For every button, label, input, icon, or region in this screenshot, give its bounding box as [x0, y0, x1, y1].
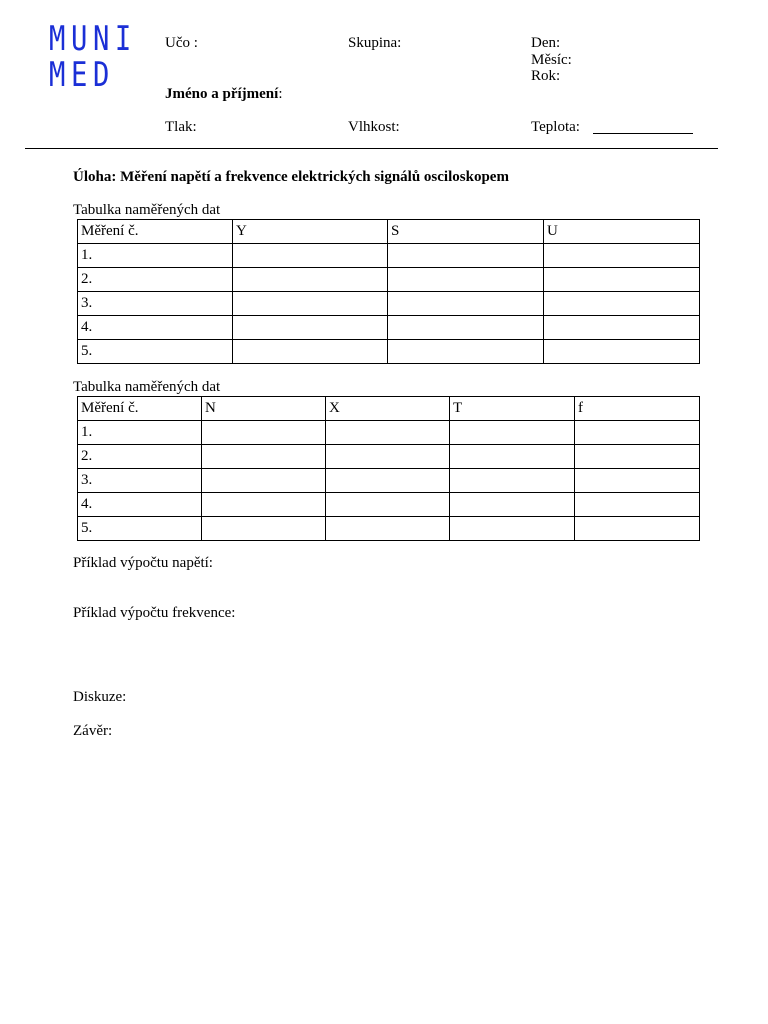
- table-cell: [388, 268, 544, 292]
- table-header-row: [78, 397, 700, 421]
- table-cell: [202, 517, 326, 541]
- row-number: 4.: [78, 316, 233, 340]
- priklad-napeti-label: Příklad výpočtu napětí:: [73, 555, 213, 571]
- measurement-table-1: [77, 219, 700, 364]
- table-row: [78, 445, 700, 469]
- table-cell: [575, 469, 700, 493]
- table-cell: [202, 445, 326, 469]
- row-number: 1.: [78, 244, 233, 268]
- table-cell: [450, 445, 575, 469]
- jmeno-field: [165, 86, 283, 103]
- table-row: [78, 340, 700, 364]
- table-row: [78, 469, 700, 493]
- teplota-label: Teplota:: [531, 119, 580, 135]
- row-number: 5.: [78, 517, 202, 541]
- table-cell: [326, 421, 450, 445]
- table-cell: [233, 244, 388, 268]
- den-label: Den:: [531, 35, 561, 51]
- uco-label: Učo :: [165, 35, 198, 51]
- table-cell: [575, 517, 700, 541]
- row-number: 2.: [78, 268, 233, 292]
- table-cell: [233, 268, 388, 292]
- table-cell: [326, 517, 450, 541]
- header-separator: [25, 148, 718, 149]
- mesic-label: Měsíc:: [531, 52, 572, 68]
- table-cell: [388, 244, 544, 268]
- table-row: [78, 421, 700, 445]
- table-cell: [544, 244, 700, 268]
- table-cell: [326, 445, 450, 469]
- zaver-label: Závěr:: [73, 723, 113, 739]
- table-row: [78, 517, 700, 541]
- rok-label: Rok:: [531, 68, 561, 84]
- skupina-label: Skupina:: [348, 35, 402, 51]
- table-cell: [544, 268, 700, 292]
- teplota-blank-line: [593, 119, 693, 134]
- table1-caption: Tabulka naměřených dat: [73, 202, 221, 218]
- task-title: Úloha: Měření napětí a frekvence elektrických signálů osciloskopem: [73, 169, 509, 185]
- row-number: 1.: [78, 421, 202, 445]
- vlhkost-label: Vlhkost:: [348, 119, 400, 135]
- muni-med-logo: [49, 19, 159, 95]
- table-cell: [575, 421, 700, 445]
- table-cell: [326, 493, 450, 517]
- header-cell: S: [388, 220, 544, 244]
- table-cell: [202, 469, 326, 493]
- header-cell: T: [450, 397, 575, 421]
- table-row: [78, 244, 700, 268]
- table-cell: [388, 316, 544, 340]
- measurement-table-2: [77, 396, 700, 541]
- table-cell: [450, 421, 575, 445]
- table-row: [78, 316, 700, 340]
- header-cell: N: [202, 397, 326, 421]
- header-cell: f: [575, 397, 700, 421]
- header-cell: U: [544, 220, 700, 244]
- table-row: [78, 292, 700, 316]
- table-cell: [450, 517, 575, 541]
- header-cell: X: [326, 397, 450, 421]
- header-cell: Měření č.: [78, 220, 233, 244]
- table-cell: [450, 493, 575, 517]
- row-number: 3.: [78, 292, 233, 316]
- table-header-row: [78, 220, 700, 244]
- logo-line-med: MED: [49, 55, 115, 95]
- header-cell: Y: [233, 220, 388, 244]
- table-cell: [544, 316, 700, 340]
- table-cell: [233, 316, 388, 340]
- row-number: 4.: [78, 493, 202, 517]
- jmeno-colon: :: [278, 86, 283, 102]
- table-cell: [388, 340, 544, 364]
- table-cell: [202, 421, 326, 445]
- teplota-underline: [585, 135, 718, 149]
- table-cell: [544, 340, 700, 364]
- table-cell: [450, 469, 575, 493]
- table-cell: [233, 292, 388, 316]
- table-cell: [575, 493, 700, 517]
- row-number: 3.: [78, 469, 202, 493]
- row-number: 2.: [78, 445, 202, 469]
- logo-line-muni: MUNI: [49, 19, 137, 59]
- table-cell: [202, 493, 326, 517]
- table-cell: [544, 292, 700, 316]
- table-cell: [326, 469, 450, 493]
- table-cell: [575, 445, 700, 469]
- table-cell: [388, 292, 544, 316]
- jmeno-label: Jméno a příjmení: [165, 86, 279, 102]
- table-row: [78, 268, 700, 292]
- priklad-frekvence-label: Příklad výpočtu frekvence:: [73, 605, 236, 621]
- diskuze-label: Diskuze:: [73, 689, 127, 705]
- table-cell: [233, 340, 388, 364]
- table-row: [78, 493, 700, 517]
- row-number: 5.: [78, 340, 233, 364]
- header-cell: Měření č.: [78, 397, 202, 421]
- table2-caption: Tabulka naměřených dat: [73, 379, 221, 395]
- tlak-label: Tlak:: [165, 119, 197, 135]
